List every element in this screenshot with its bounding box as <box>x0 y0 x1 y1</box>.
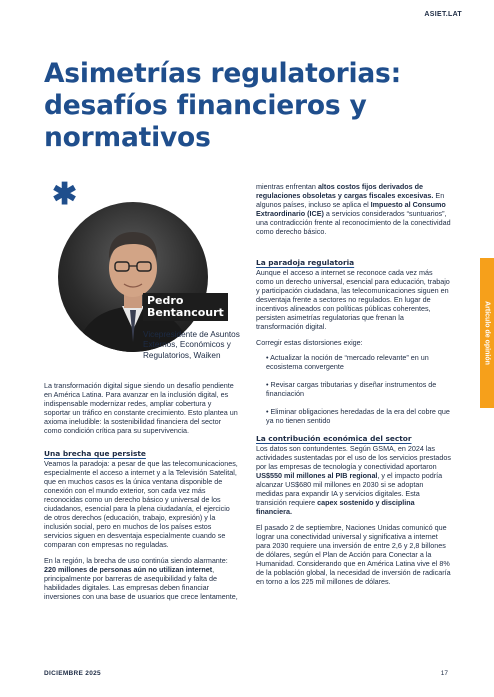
section-tab <box>480 258 494 408</box>
text-run: En algunos países, incluso se aplica el <box>256 191 445 209</box>
body-paragraph <box>256 444 451 516</box>
bold-text: capex sostenido y disciplina financiera. <box>256 498 415 516</box>
bullet-item: • Revisar cargas tributarias y diseñar instrumentos de financiación <box>266 380 451 398</box>
right-column <box>256 182 451 593</box>
bold-text: US$550 mil millones al PIB regional <box>256 471 378 480</box>
author-name <box>143 293 228 321</box>
body-paragraph <box>256 182 451 236</box>
section-tab-label: Artículo de opinión <box>483 301 491 365</box>
body-paragraph <box>44 556 238 601</box>
publication-brand: ASIET.LAT <box>424 11 462 18</box>
bullet-item: • Actualizar la noción de “mercado relevante” en un ecosistema convergente <box>266 353 451 371</box>
asterisk-icon: ✱ <box>52 178 78 211</box>
author-name-first: Pedro <box>147 294 184 307</box>
section-heading: Una brecha que persiste <box>44 449 146 458</box>
bullet-list <box>266 353 451 425</box>
bold-text: altos costos fijos derivados de regulaciones obsoletas y cargas fiscales excesivas. <box>256 182 434 200</box>
bold-text: 220 millones de personas aún no utilizan internet <box>44 565 213 574</box>
title-line: normativos <box>44 122 211 153</box>
author-role: Vicepresidente de Asuntos Externos, Económicos y Regulatorios, Waiken <box>143 330 240 360</box>
body-paragraph: Corregir estas distorsiones exige: <box>256 338 363 347</box>
author-name-last: Bentancourt <box>147 306 224 319</box>
text-run: , principalmente por barreras de asequibilidad y falta de habilidades digitales. Las empresas deben financiar inversiones con una base de usuarios que crece lentamente, <box>44 565 238 601</box>
text-run: En la región, la brecha de uso continúa siendo alarmante: <box>44 556 228 565</box>
page-number: 17 <box>440 670 448 677</box>
text-run: Los datos son contundentes. Según GSMA, en 2024 las actividades sustentadas por el uso de los servicios prestados por las empresas de tecnología y conectividad aportaron <box>256 444 451 471</box>
title-line: desafíos financieros y <box>44 90 367 121</box>
body-paragraph: El pasado 2 de septiembre, Naciones Unidas comunicó que lograr una conectividad universal y significativa a internet para 2030 requiere una inversión de entre 2,6 y 2,8 billones de dólares, según el Plan de Acción para Conectar a la Humanidad. Considerando que en América Latina vive el 8% de la población global, la necesidad de inversión de radicaría en torno a los 225 mil millones de dólares. <box>256 523 451 586</box>
section-heading: La contribución económica del sector <box>256 434 412 443</box>
section-heading: La paradoja regulatoria <box>256 258 355 267</box>
issue-date: DICIEMBRE 2025 <box>44 670 101 677</box>
title-line: Asimetrías regulatorias: <box>44 58 401 89</box>
body-paragraph: Veamos la paradoja: a pesar de que las telecomunicaciones, especialmente el acceso a internet y a la Televisión Satelital, que en muchos casos es la única ventana disponible de conexión con el mundo exterior, son cada vez más reconocidas como un derecho básico y universal de los ciudadanos, esencial para la plena ciudadanía, el ejercicio de otros derechos (educación, trabajo, expresión) y la inclusión social, pero en muchos de los países estos servicios siguen en desventaja especialmente cuando se comparan con empresas no reguladas. <box>44 459 238 549</box>
text-run: , y el impacto podría alcanzar US$680 mil millones en 2030 si se adoptan medidas para expandir IA y servicios digitales. Esta transición requiere <box>256 471 443 507</box>
body-paragraph: Aunque el acceso a internet se reconoce cada vez más como un derecho universal, esencial para educación, trabajo y participación ciudadana, las telecomunicaciones siguen en desventaja frente a sectores no regulados. En lugar de incentivos alineados con políticas públicas coherentes, persisten asimetrías regulatorias que frenan la transformación digital. <box>256 268 450 331</box>
intro-paragraph: La transformación digital sigue siendo un desafío pendiente en América Latina. Para avanzar en la inclusión digital, es indispensable modernizar redes, ampliar cobertura y soportar un tráfico en constante crecimiento. Esto plantea un axioma ineludible: la sostenibilidad financiera del sector como condición crítica para su supervivencia. <box>44 381 238 435</box>
bullet-item: • Eliminar obligaciones heredadas de la era del cobre que ya no tienen sentido <box>266 407 451 425</box>
bold-text: Impuesto al Consumo Extraordinario (ICE) <box>256 200 446 218</box>
text-run: a servicios considerados “suntuarios”, una contradicción frente al reconocimiento de la conectividad como derecho básico. <box>256 209 451 236</box>
left-column <box>44 381 238 608</box>
text-run: mientras enfrentan <box>256 182 318 191</box>
article-title <box>44 58 424 154</box>
